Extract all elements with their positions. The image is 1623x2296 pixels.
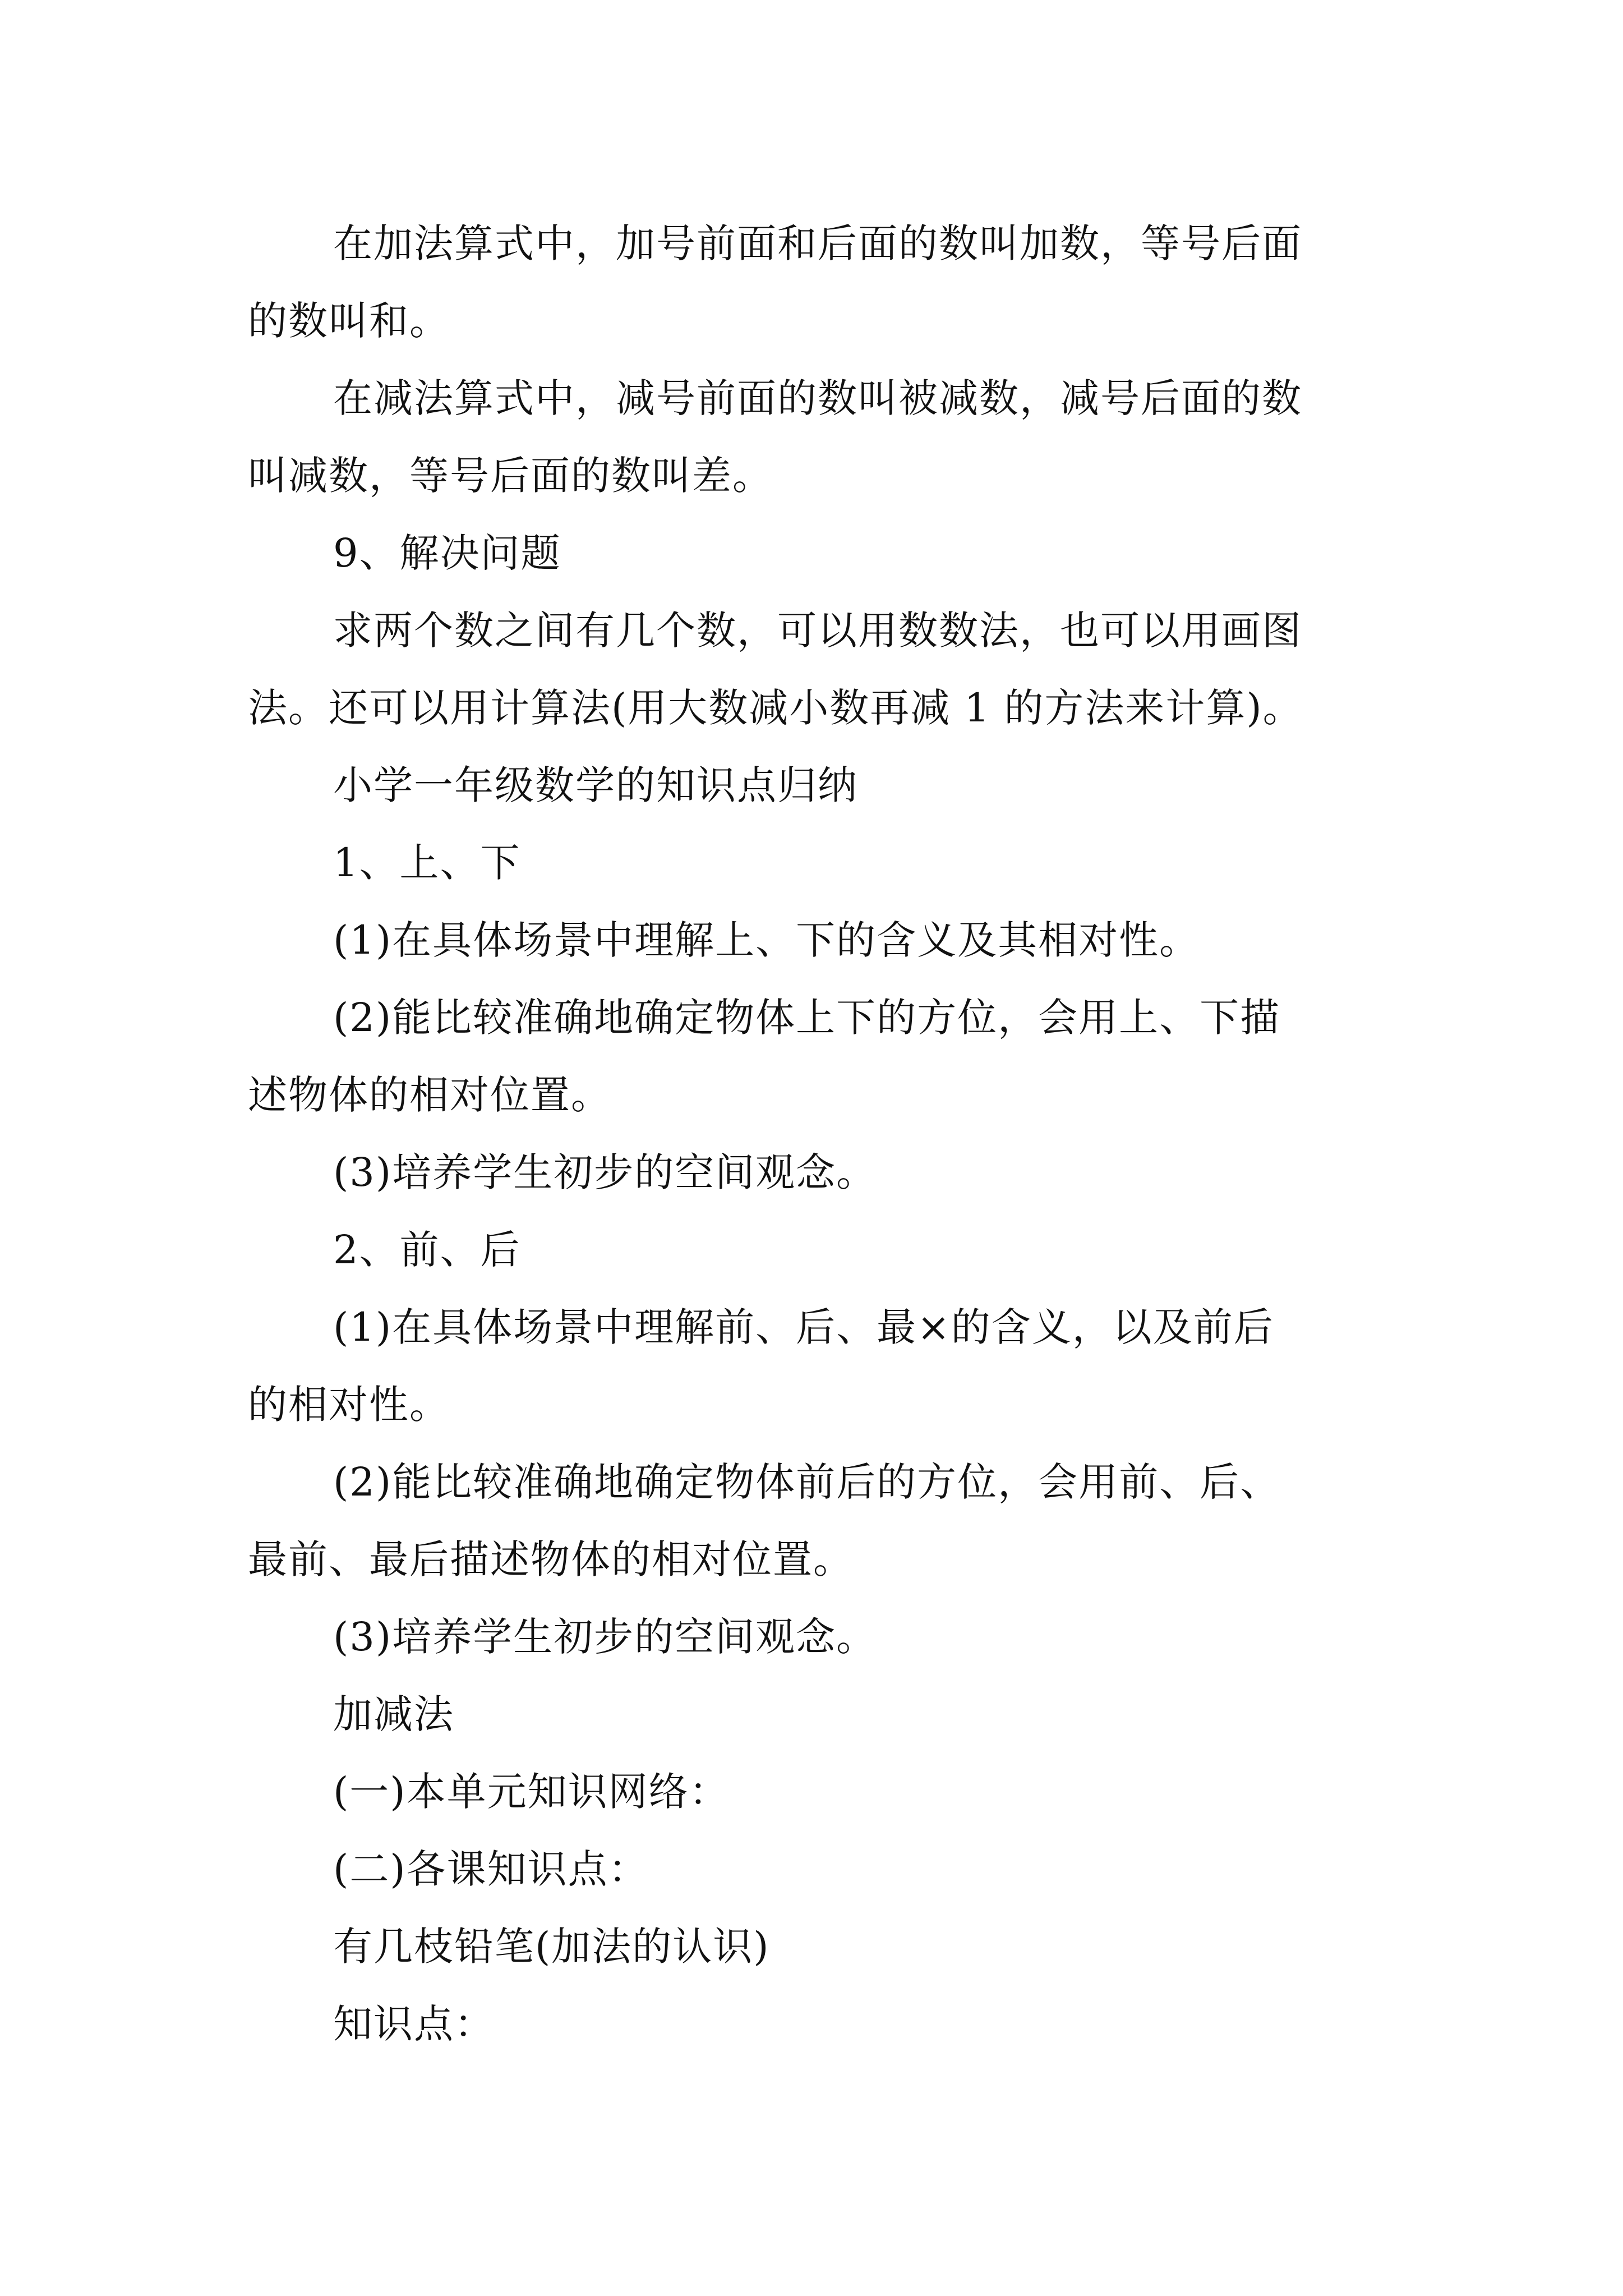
text-line: 的数叫和。 <box>248 298 450 344</box>
document-body <box>248 205 1386 2063</box>
section-heading: 1、上、下 <box>333 840 521 886</box>
text-line: 知识点： <box>333 2001 495 2047</box>
list-item: (3)培养学生初步的空间观念。 <box>333 1149 877 1195</box>
section-title: 小学一年级数学的知识点归纳 <box>333 762 858 808</box>
list-item: (1)在具体场景中理解上、下的含义及其相对性。 <box>333 917 1200 963</box>
list-item: (一)本单元知识网络： <box>333 1769 730 1815</box>
section-heading: 加减法 <box>333 1691 454 1737</box>
text-line: 求两个数之间有几个数，可以用数数法，也可以用画图 <box>333 608 1302 654</box>
lesson-title: 有几枝铅笔(加法的认识) <box>333 1924 770 1970</box>
text-line: 法。还可以用计算法(用大数减小数再减 1 的方法来计算)。 <box>248 685 1303 731</box>
section-heading: 9、解决问题 <box>333 530 561 576</box>
text-line: 在加法算式中，加号前面和后面的数叫加数，等号后面 <box>333 220 1302 266</box>
list-item: (2)能比较准确地确定物体上下的方位，会用上、下描 <box>333 995 1281 1041</box>
text-line: 的相对性。 <box>248 1382 450 1428</box>
text-line: 叫减数，等号后面的数叫差。 <box>248 453 773 499</box>
list-item: (3)培养学生初步的空间观念。 <box>333 1614 877 1660</box>
text-line: 在减法算式中，减号前面的数叫被减数，减号后面的数 <box>333 375 1302 421</box>
section-heading: 2、前、后 <box>333 1227 521 1273</box>
list-item: (2)能比较准确地确定物体前后的方位，会用前、后、 <box>333 1459 1281 1505</box>
text-line: 述物体的相对位置。 <box>248 1072 611 1118</box>
list-item: (1)在具体场景中理解前、后、最×的含义，以及前后 <box>333 1304 1274 1350</box>
text-line: 最前、最后描述物体的相对位置。 <box>248 1536 854 1582</box>
list-item: (二)各课知识点： <box>333 1846 649 1892</box>
